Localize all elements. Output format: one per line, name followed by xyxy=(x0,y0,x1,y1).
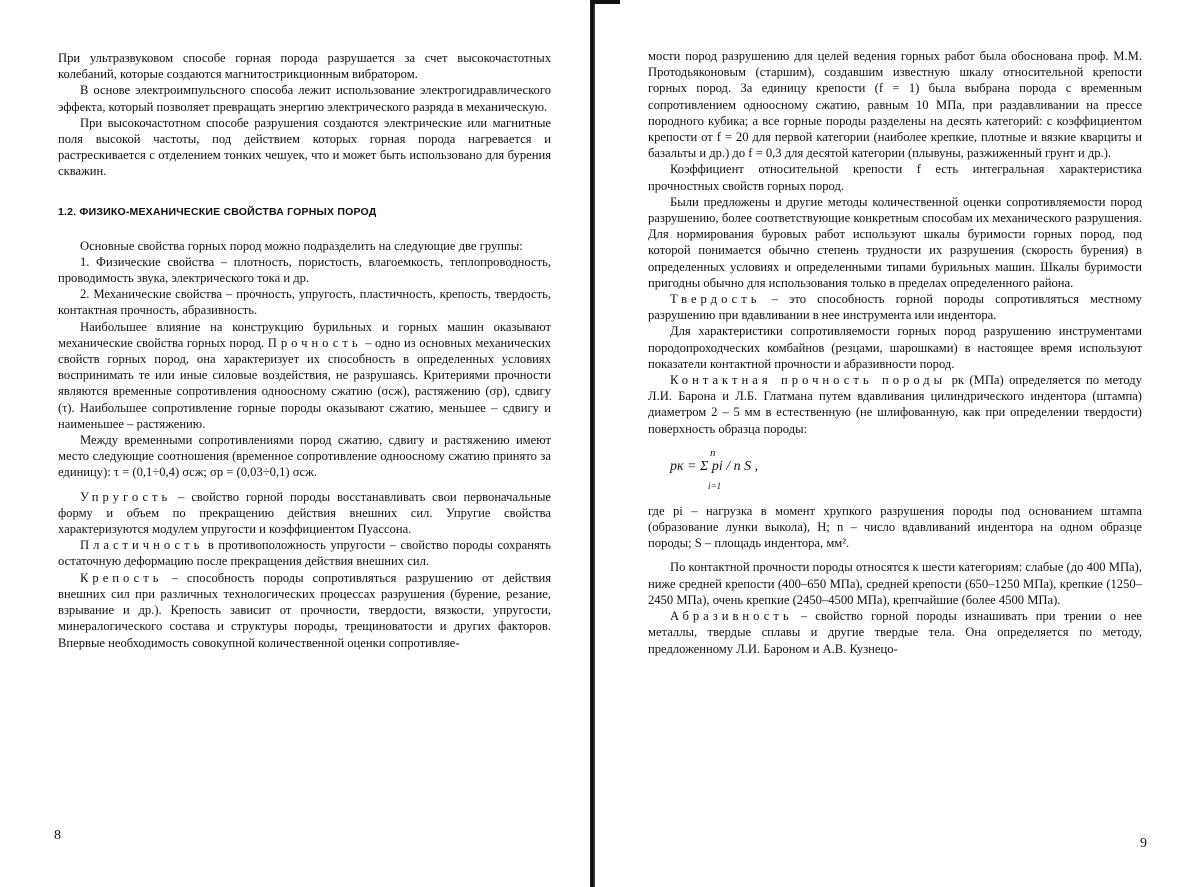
paragraph: Основные свойства горных пород можно подразделить на следующие две группы: xyxy=(80,238,523,253)
list-item: 1. Физические свойства – плотность, пористость, влагоемкость, теплопроводность, проводимость звука, электрического тока и др. xyxy=(58,254,551,286)
paragraph: мости пород разрушению для целей ведения горных работ была обоснована проф. М.М. Протодьяконовым (старшим), создавшим известную шкалу относительной крепости горных пород. За единицу крепости (f = 1) была выбрана порода с временным сопротивлением одноосному сжатию, равным 10 МПа, при раздавливании на прессе породного кубика; а все горные породы разделены на десять категорий: с коэффициентом крепости от f = 20 для первой категории (наиболее крепкие, плотные и вязкие кварциты и базальты и др.) до f = 0,3 для десятой категории (плывуны, разжиженный грунт и др.). xyxy=(648,49,1142,161)
paragraph: При высокочастотном способе разрушения создаются электрические или магнитные поля высокой частоты, под действием которых горная порода нагревается и растрескивается с отделением тонких чешуек, что и может быть использовано для бурения скважин. xyxy=(58,115,551,179)
paragraph: Между временными сопротивлениями пород сжатию, сдвигу и растяжению имеют место следующие соотношения (временное сопротивление одноосному сжатию принято за единицу): τ = (0,1÷0,4) σсж; σр = (0,03÷0,1) σсж. xyxy=(58,433,551,480)
paragraph xyxy=(58,537,551,569)
formula-body: pк = Σ pi / n S , xyxy=(670,458,759,474)
formula-lower-limit: i=1 xyxy=(708,480,722,491)
term-spaced: Пластичность xyxy=(80,538,204,553)
paragraph xyxy=(648,608,1142,657)
text: – способность породы сопротивляться разрушению от действия внешних сил при различных технологических процессах разрушения (бурение, резание, взрывание и др.). Крепость зависит от прочности, твердости, вязкости, упругости, минералогического состава и структуры породы, трещиноватости и других факторов. Впервые необходимость совокупной количественной оценки сопротивляе- xyxy=(58,570,552,650)
paragraph xyxy=(58,319,551,432)
text: – это способность горной породы сопротивляться местному разрушению при вдавливании в нее инструмента или индентора. xyxy=(648,292,1142,323)
term-spaced: Абразивность xyxy=(670,609,793,624)
term-spaced: Прочность xyxy=(267,335,362,350)
section-heading: 1.2. ФИЗИКО-МЕХАНИЧЕСКИЕ СВОЙСТВА ГОРНЫХ ПОРОД xyxy=(58,205,377,218)
text: – свойство горной породы изнашивать при трении о нее металлы, твердые сплавы и другие твердые тела. Она определяется по методу, предложенному Л.И. Бароном и А.В. Кузнецо- xyxy=(648,609,1142,656)
book-spine xyxy=(590,0,595,887)
paragraph: По контактной прочности породы относятся к шести категориям: слабые (до 400 МПа), ниже средней крепости (400–650 МПа), средней крепости (650–1250 МПа), крепкие (1250–2450 МПа), очень крепкие (2450–4500 МПа), крепчайшие (более 4500 МПа). xyxy=(648,560,1142,607)
paragraph: где pi – нагрузка в момент хрупкого разрушения породы под основанием штампа (образование лунки выкола), Н; n – число вдавливаний индентора на одном образце породы; S – площадь индентора, мм². xyxy=(648,503,1142,551)
text: pк (МПа) определяется по методу Л.И. Барона и Л.Б. Глатмана путем вдавливания цилиндрического индентора (штампа) диаметром 2 – 5 мм в естественную (не шлифованную, как при определении твердости) поверхность образца породы: xyxy=(648,373,1143,436)
paragraph xyxy=(648,291,1142,323)
paragraph: При ультразвуковом способе горная порода разрушается за счет высокочастотных колебаний, которые создаются магнитострикционным вибратором. xyxy=(58,51,551,82)
formula-upper-limit: n xyxy=(710,446,716,459)
right-page xyxy=(600,0,1200,887)
text: в противоположность упругости – свойство породы сохранять остаточную деформацию после прекращения действия внешних сил. xyxy=(58,538,551,569)
term-spaced: Твердость xyxy=(670,292,761,307)
text: Наибольшее влияние на конструкцию бурильных и горных машин оказывают механические свойства горных пород. xyxy=(58,319,551,350)
list-item: 2. Механические свойства – прочность, упругость, пластичность, крепость, твердость, контактная прочность, абразивность. xyxy=(58,287,551,318)
term-spaced: Контактная прочность породы xyxy=(670,373,947,388)
term-spaced: Упругость xyxy=(80,489,172,504)
term-spaced: Крепость xyxy=(80,570,163,585)
text: – одно из основных механических свойств горных пород, она характеризует их способность в определенных условиях воспринимать те или иные силовые воздействия, не разрушаясь. Критериями прочности являются временные сопротивления одноосному сжатию (σсж), растяжению (σр), сдвигу (τ). Наибольшее сопротивление горные породы оказывают сжатию, меньшее – сдвигу и наименьшее – растяжению. xyxy=(58,335,551,431)
formula xyxy=(670,446,1142,491)
paragraph xyxy=(58,570,551,651)
text: – свойство горной породы восстанавливать свои первоначальные форму и объем по прекращению действия внешних сил. Упругие свойства характеризуются модулем упругости и коэффициентом Пуассона. xyxy=(58,489,551,537)
left-page xyxy=(0,0,585,887)
paragraph: В основе электроимпульсного способа лежит использование электрогидравлического эффекта, который позволяет превращать энергию электрического разряда в механическую. xyxy=(58,83,551,114)
paragraph: Были предложены и другие методы количественной оценки сопротивляемости пород разрушению, более соответствующие конкретным способам их механического разрушения. Для нормирования буровых работ используют шкалы буримости горных пород, под которой понимается обычно степень трудности их разрушения (скорость бурения) в определенных условиях и определенными типами бурильных машин. Шкалы буримости пригодны обычно для использования только в пределах определенного района. xyxy=(648,194,1142,290)
paragraph: Коэффициент относительной крепости f есть интегральная характеристика прочностных свойств горных пород. xyxy=(648,162,1142,193)
page-number: 8 xyxy=(54,828,61,843)
paragraph: Для характеристики сопротивляемости горных пород разрушению инструментами породопроходческих комбайнов (резцами, шарошками) в настоящее время используют показатели контактной прочности и абразивности пород. xyxy=(648,324,1142,371)
paragraph xyxy=(58,489,551,538)
paragraph xyxy=(648,372,1142,437)
page-number: 9 xyxy=(1140,836,1147,851)
